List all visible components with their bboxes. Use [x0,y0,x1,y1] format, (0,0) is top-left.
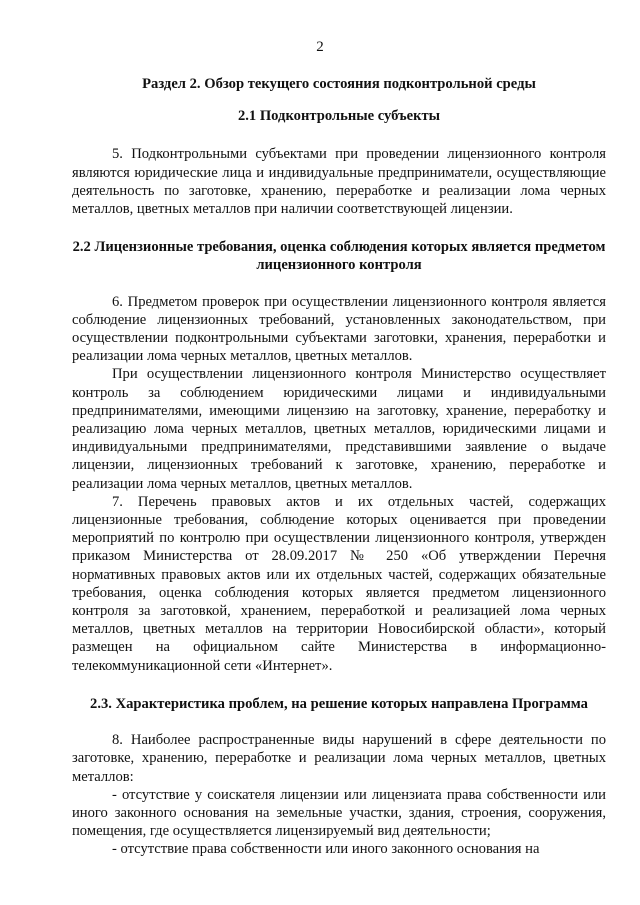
list-item: - отсутствие права собственности или иного законного основания на [112,841,540,858]
list-item: - отсутствие у соискателя лицензии или лицензиата права собственности или иного законного основания на земельные участки, здания, строения, сооружения, помещения, где осуществляется лицензируемый вид деятельности; [72,786,606,840]
paragraph: 7. Перечень правовых актов и их отдельных частей, содержащих лицензионные требования, соблюдение которых оценивается при проведении мероприятий по контролю при осуществлении лицензионного контроля, утвержден приказом Министерства от 28.09.2017 № 250 «Об утверждении Перечня нормативных правовых актов или их отдельных частей, содержащих обязательные требования, оценка соблюдения которых является предметом лицензионного контроля за заготовкой, хранением, переработкой и реализацией лома черных металлов, цветных металлов на территории Новосибирской области», который размещен на официальном сайте Министерства в информационно-телекоммуникационной сети «Интернет». [72,493,606,674]
page-number: 2 [316,39,324,55]
section-title: Раздел 2. Обзор текущего состояния подконтрольной среды [142,76,536,92]
paragraph: 5. Подконтрольными субъектами при проведении лицензионного контроля являются юридические лица и индивидуальные предприниматели, осуществляющие деятельность по заготовке, хранению, переработке и реализации лома черных металлов, цветных металлов при наличии соответствующей лицензии. [72,146,606,218]
paragraph: При осуществлении лицензионного контроля Министерство осуществляет контроль за соблюдением юридическими лицами и индивидуальными предпринимателями, имеющими лицензию на заготовку, хранение, переработку и реализацию лома черных металлов, цветных металлов, юридическими лицами и индивидуальными предпринимателями, представившими заявление о выдаче лицензии, лицензионных требований к заготовке, хранению, переработке и реализации лома черных металлов, цветных металлов. [72,366,606,492]
paragraph: 8. Наиболее распространенные виды нарушений в сфере деятельности по заготовке, хранению, переработке и реализации лома черных металлов, цветных металлов: [72,732,606,785]
subsection-title-2-1: 2.1 Подконтрольные субъекты [237,108,441,125]
document-body [72,75,606,859]
subsection-title-2-2: 2.2 Лицензионные требования, оценка соблюдения которых является предметом лицензионного контроля [72,239,606,274]
subsection-title-2-3: 2.3. Характеристика проблем, на решение которых направлена Программа [90,695,588,712]
paragraph: 6. Предметом проверок при осуществлении лицензионного контроля является соблюдение лицензионных требований, установленных законодательством, при осуществлении подконтрольными субъектами заготовки, хранения, переработки и реализации лома черных металлов, цветных металлов. [72,293,606,365]
